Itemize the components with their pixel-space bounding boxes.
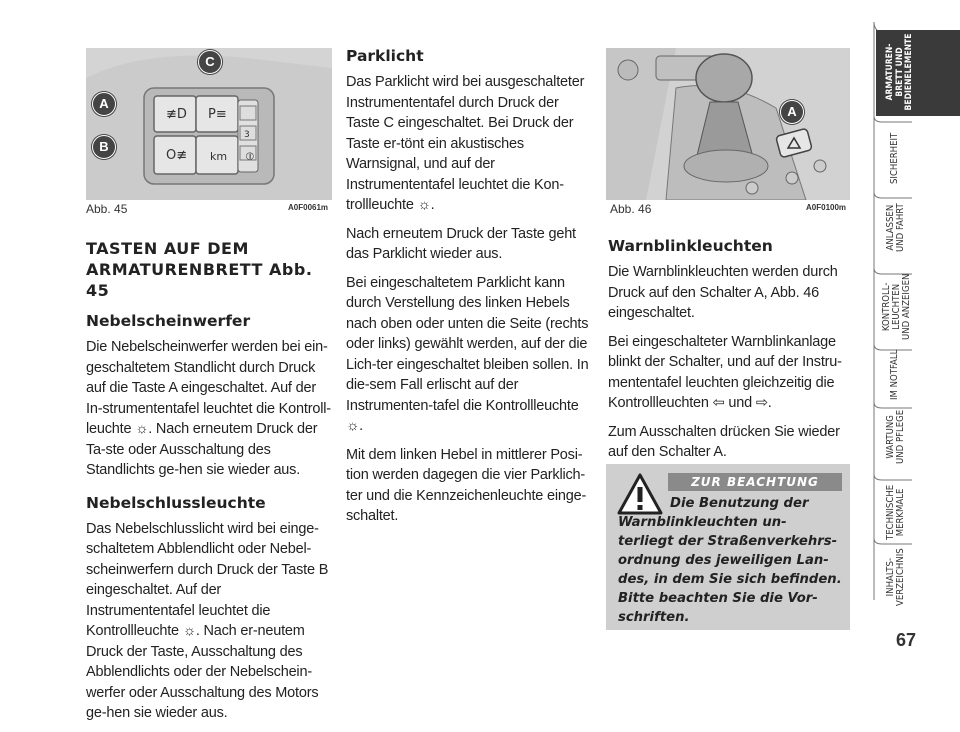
tab-im-notfall[interactable]	[872, 350, 960, 402]
tab-wartung[interactable]	[872, 408, 960, 474]
paragraph-nebelscheinwerfer: Die Nebelscheinwerfer werden bei ein-geschaltetem Standlicht durch Druck auf die Taste A eingeschaltet. Auf der In-strumententafel leuchtet die Kontroll-leuchte ☼. Nach erneutem Druck der Ta-ste oder Ausschaltung des Standlichts ge-hen sie wieder aus.	[86, 339, 331, 478]
tab-label-im-notfall: IM NOTFALL	[889, 349, 900, 400]
tab-label-wartung: WARTUNG UND PFLEGE	[885, 409, 906, 464]
tab-anlassen[interactable]	[872, 198, 960, 268]
section-title-line2: ARMATURENBRETT Abb. 45	[86, 260, 313, 300]
page-number: 67	[896, 630, 917, 650]
section-title-line1: TASTEN AUF DEM	[86, 239, 249, 258]
paragraph-warnblink-2: Bei eingeschalteter Warnblinkanlage blinkt der Schalter, und auf der Instru-mententafel leuchten gleichzeitig die Kontrollleuchten ⇦ und ⇨.	[608, 333, 842, 411]
heading-parklicht: Parklicht	[346, 47, 424, 65]
figure-caption-abb46: Abb. 46	[610, 202, 652, 216]
heading-nebelschlussleuchte: Nebelschlussleuchte	[86, 493, 266, 512]
left-column	[86, 238, 332, 732]
figure-abb45	[86, 48, 332, 200]
figure-abb46	[606, 48, 850, 200]
callout-a: A	[92, 92, 116, 116]
middle-column	[346, 46, 590, 535]
paragraph-warnblink-1: Die Warnblinkleuchten werden durch Druck auf den Schalter A, Abb. 46 eingeschaltet.	[608, 264, 838, 321]
section-title	[86, 238, 332, 301]
svg-text:≢D: ≢D	[166, 107, 187, 122]
paragraph-warnblink-3: Zum Ausschalten drücken Sie wieder auf den Schalter A.	[608, 423, 840, 460]
paragraph-parklicht-1: Das Parklicht wird bei ausgeschalteter Instrumententafel durch Druck der Taste C eingeschaltet. Bei Druck der Taste er-tönt ein akustisches Warnsignal, und auf der Instrumententafel leuchtet die Kon-trollleuchte ☼.	[346, 74, 585, 213]
warning-text: Die Benutzung der Warnblinkleuchten un-terliegt der Straßenverkehrs-ordnung des jeweiligen Lan-des, in dem Sie sich befinden. Bitte beachten Sie die Vor-schriften.	[618, 496, 842, 625]
callout-a-abb46: A	[780, 100, 804, 124]
right-column	[608, 236, 850, 471]
paragraph-parklicht-4: Mit dem linken Hebel in mittlerer Posi-tion werden dagegen die vier Parklich-ter und die Kennzeichenleuchte einge-schaltet.	[346, 446, 587, 524]
paragraph-parklicht-3: Bei eingeschaltetem Parklicht kann durch Verstellung des linken Hebels nach oben oder unten die Seite (rechts oder links) gewählt werden, auf der die Lich-ter eingeschaltet bleiben sollen. In die-sem Fall erlischt auf der Instrumenten-tafel die Kontrollleuchte ☼.	[346, 274, 589, 434]
svg-text:P≡: P≡	[208, 107, 227, 122]
callout-c: C	[198, 50, 222, 74]
svg-text:⦶: ⦶	[246, 150, 254, 163]
tab-technische-merkmale[interactable]	[872, 480, 960, 544]
tab-inhaltsverzeichnis[interactable]	[872, 544, 960, 604]
tab-label-anlassen: ANLASSEN UND FAHRT	[885, 203, 906, 252]
warning-box	[606, 464, 850, 630]
tab-label-inhaltsverzeichnis: INHALTS- VERZEICHNIS	[885, 548, 906, 606]
tab-kontrollleuchten[interactable]	[872, 274, 960, 344]
warning-heading: ZUR BEACHTUNG	[668, 473, 842, 491]
heading-nebelscheinwerfer: Nebelscheinwerfer	[86, 312, 251, 330]
button-3-label: 3	[244, 130, 250, 140]
tab-label-kontrollleuchten: KONTROLL- LEUCHTEN UND ANZEIGEN	[881, 273, 912, 340]
figure-code-abb45: A0F0061m	[288, 203, 329, 212]
tab-armaturenbrett[interactable]	[872, 30, 960, 116]
tab-label-sicherheit: SICHERHEIT	[889, 132, 900, 184]
figure-code-abb46: A0F0100m	[806, 203, 847, 212]
tab-sicherheit[interactable]	[872, 122, 960, 192]
gear-shift-illustration	[606, 48, 850, 200]
tab-label-armaturenbrett: ARMATUREN- BRETT UND BEDIENELEMENTE	[885, 33, 914, 111]
paragraph-parklicht-2: Nach erneutem Druck der Taste geht das Parklicht wieder aus.	[346, 225, 576, 262]
figure-caption-abb45: Abb. 45	[86, 202, 128, 216]
km-button-label: km	[210, 150, 228, 163]
heading-warnblinkleuchten: Warnblinkleuchten	[608, 237, 773, 255]
chapter-tab-bar	[872, 0, 960, 692]
tab-label-technische-merkmale: TECHNISCHE MERKMALE	[885, 484, 906, 540]
svg-text:O≢: O≢	[166, 148, 188, 163]
paragraph-nebelschlussleuchte: Das Nebelschlusslicht wird bei einge-schaltetem Abblendlicht oder Nebel-scheinwerfern durch Druck der Taste B eingeschaltet. Auf der Instrumententafel leuchtet die Kontrollleuchte ☼. Nach er-neutem Druck der Taste, Ausschaltung des Abblendlichts oder der Nebelschein-werfer oder Ausschaltung des Motors ge-hen sie wieder aus.	[86, 520, 329, 721]
callout-b: B	[92, 135, 116, 159]
